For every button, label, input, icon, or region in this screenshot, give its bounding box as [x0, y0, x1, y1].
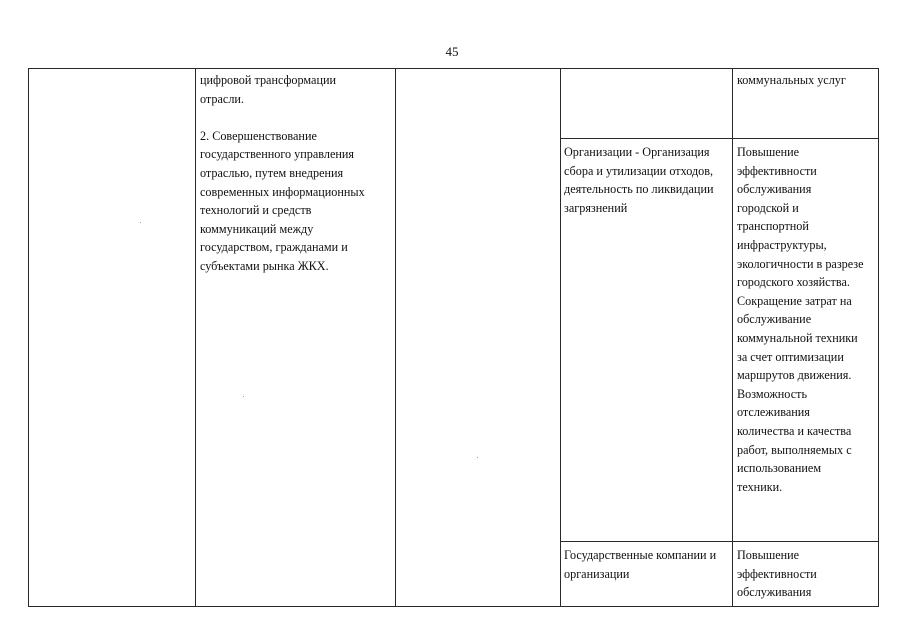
page-number: 45: [445, 44, 459, 59]
table-left-border: [28, 68, 29, 607]
cell-organizations-waste-text: Организации - Организация сбора и утилизации отходов, деятельность по ликвидации загрязнений: [564, 145, 714, 215]
row-divider-1: [560, 138, 879, 139]
table-right-border: [878, 68, 879, 607]
table-top-border: [28, 68, 879, 69]
row-divider-2: [560, 541, 879, 542]
cell-effect-row1-text: коммунальных услуг: [737, 73, 846, 87]
cell-effect-row3-text: Повышение эффективности обслуживания: [737, 548, 817, 600]
column-divider-2: [395, 68, 396, 607]
cell-state-companies-text: Государственные компании и организации: [564, 548, 717, 581]
cell-goals-text: цифровой трансформации отрасли. 2. Совершенствование государственного управления отраслью, путем внедрения современных информационных технологий и средств коммуникаций между государством, гражданами и субъектами рынка ЖКХ.: [200, 73, 365, 273]
scan-speck: [477, 457, 478, 458]
scan-speck: [243, 396, 244, 397]
column-divider-1: [195, 68, 196, 607]
scan-speck: [140, 222, 141, 223]
column-divider-3: [560, 68, 561, 607]
table-bottom-border: [28, 606, 879, 607]
cell-effect-row2-text: Повышение эффективности обслуживания городской и транспортной инфраструктуры, экологичности в разрезе городского хозяйства. Сокращение затрат на обслуживание коммунальной техники за счет оптимизации маршрутов движения. Возможность отслеживания количества и качества работ, выполняемых с использованием техники.: [737, 145, 864, 494]
column-divider-4: [732, 68, 733, 607]
